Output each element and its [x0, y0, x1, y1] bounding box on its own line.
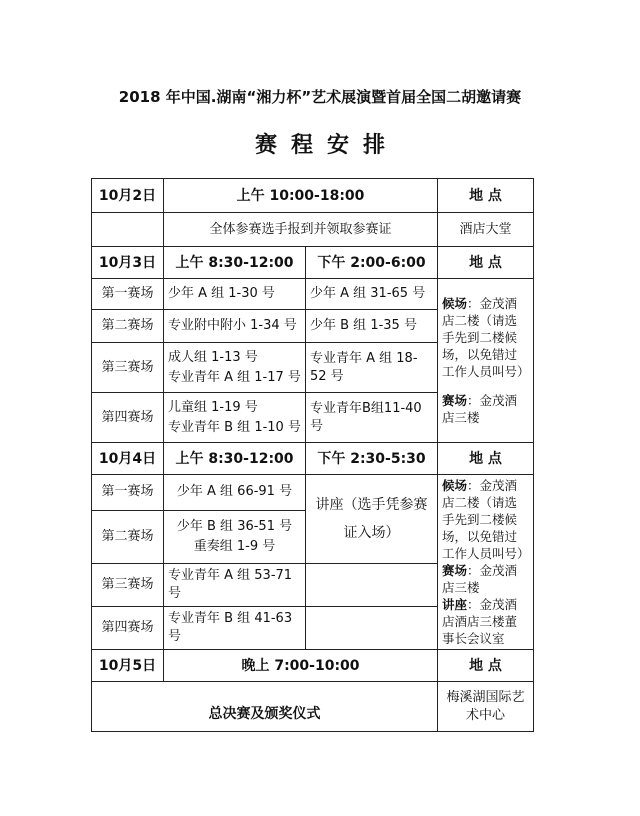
oct3-room-name: 第三赛场 — [92, 343, 164, 393]
oct2-header-row — [92, 179, 534, 213]
oct5-date: 10月5日 — [92, 650, 164, 682]
oct4-room-am: 专业青年 B 组 41-63 号 — [164, 606, 306, 649]
oct4-lecture-line: 讲座（选手凭参赛 — [315, 496, 428, 513]
oct4-room-am — [164, 510, 306, 563]
oct3-room-am-line: 专业青年 A 组 1-17 号 — [168, 369, 301, 385]
document-title: 2018 年中国.湖南“湘力杯”艺术展演暨首届全国二胡邀请赛 — [118, 88, 522, 106]
schedule-heading: 赛程安排 — [254, 133, 399, 158]
oct3-hall-text: ：金茂酒店三楼 — [442, 393, 518, 425]
oct4-morning: 上午 8:30-12:00 — [164, 443, 306, 475]
oct4-location-header: 地 点 — [438, 443, 534, 475]
oct3-wait-text: ：金茂酒店二楼（请选手先到二楼候场，以免错过工作人员叫号） — [442, 296, 530, 379]
oct5-activity: 总决赛及颁奖仪式 — [92, 682, 438, 732]
oct3-hall-label: 赛场 — [442, 393, 468, 408]
table-row — [92, 279, 534, 310]
oct4-room-am-line: 少年 B 组 36-51 号 — [176, 518, 293, 534]
oct4-empty-cell — [306, 606, 438, 649]
oct3-date: 10月3日 — [92, 247, 164, 279]
oct5-venue: 梅溪湖国际艺术中心 — [438, 682, 534, 732]
oct5-location-header: 地 点 — [438, 650, 534, 682]
oct3-afternoon: 下午 2:00-6:00 — [306, 247, 438, 279]
oct3-room-name: 第一赛场 — [92, 279, 164, 310]
oct4-room-am-line: 重奏组 1-9 号 — [193, 538, 276, 554]
oct2-activity-row — [92, 213, 534, 247]
oct4-empty-cell — [306, 563, 438, 606]
oct3-room-am-line: 专业青年 B 组 1-10 号 — [168, 419, 301, 435]
oct4-room-name: 第二赛场 — [92, 510, 164, 563]
oct3-venue-note — [438, 279, 534, 443]
table-row — [92, 475, 534, 511]
oct4-lecture — [306, 475, 438, 564]
oct4-lecture-label: 讲座 — [442, 597, 468, 612]
oct3-location-header: 地 点 — [438, 247, 534, 279]
oct3-room-am — [164, 393, 306, 443]
oct5-time: 晚上 7:00-10:00 — [164, 650, 438, 682]
oct5-header-row — [92, 650, 534, 682]
oct3-room-am — [164, 343, 306, 393]
oct3-room-pm: 专业青年B组11-40 号 — [306, 393, 438, 443]
oct4-room-am: 少年 A 组 66-91 号 — [164, 475, 306, 511]
oct3-room-name: 第二赛场 — [92, 310, 164, 343]
oct4-afternoon: 下午 2:30-5:30 — [306, 443, 438, 475]
oct4-lecture-text: ：金茂酒店酒店三楼董事长会议室 — [442, 597, 518, 646]
oct3-morning: 上午 8:30-12:00 — [164, 247, 306, 279]
oct3-room-am: 少年 A 组 1-30 号 — [164, 279, 306, 310]
oct4-room-name: 第三赛场 — [92, 563, 164, 606]
oct4-hall-label: 赛场 — [442, 563, 468, 578]
oct4-room-name: 第四赛场 — [92, 606, 164, 649]
oct2-date: 10月2日 — [92, 179, 164, 213]
oct3-room-name: 第四赛场 — [92, 393, 164, 443]
oct3-room-am: 专业附中附小 1-34 号 — [164, 310, 306, 343]
oct4-header-row — [92, 443, 534, 475]
oct3-room-pm: 专业青年 A 组 18-52 号 — [306, 343, 438, 393]
oct3-room-pm: 少年 B 组 1-35 号 — [306, 310, 438, 343]
oct4-lecture-line: 证入场） — [343, 524, 400, 541]
oct3-wait-label: 候场 — [442, 296, 468, 311]
oct2-time: 上午 10:00-18:00 — [164, 179, 438, 213]
oct4-room-name: 第一赛场 — [92, 475, 164, 511]
oct2-empty-cell — [92, 213, 164, 247]
oct4-venue-note — [438, 475, 534, 650]
oct3-room-am-line: 儿童组 1-19 号 — [168, 399, 258, 415]
oct4-wait-text: ：金茂酒店二楼（请选手先到二楼候场，以免错过工作人员叫号） — [442, 478, 530, 561]
oct4-wait-label: 候场 — [442, 478, 468, 493]
oct4-date: 10月4日 — [92, 443, 164, 475]
oct3-room-am-line: 成人组 1-13 号 — [168, 349, 258, 365]
oct3-room-pm: 少年 A 组 31-65 号 — [306, 279, 438, 310]
oct3-header-row — [92, 247, 534, 279]
oct2-venue: 酒店大堂 — [438, 213, 534, 247]
oct4-hall-text: ：金茂酒店三楼 — [442, 563, 518, 595]
schedule-table — [91, 178, 534, 732]
oct2-activity: 全体参赛选手报到并领取参赛证 — [164, 213, 438, 247]
oct4-room-am: 专业青年 A 组 53-71 号 — [164, 563, 306, 606]
oct2-location-header: 地 点 — [438, 179, 534, 213]
oct5-activity-row — [92, 682, 534, 732]
